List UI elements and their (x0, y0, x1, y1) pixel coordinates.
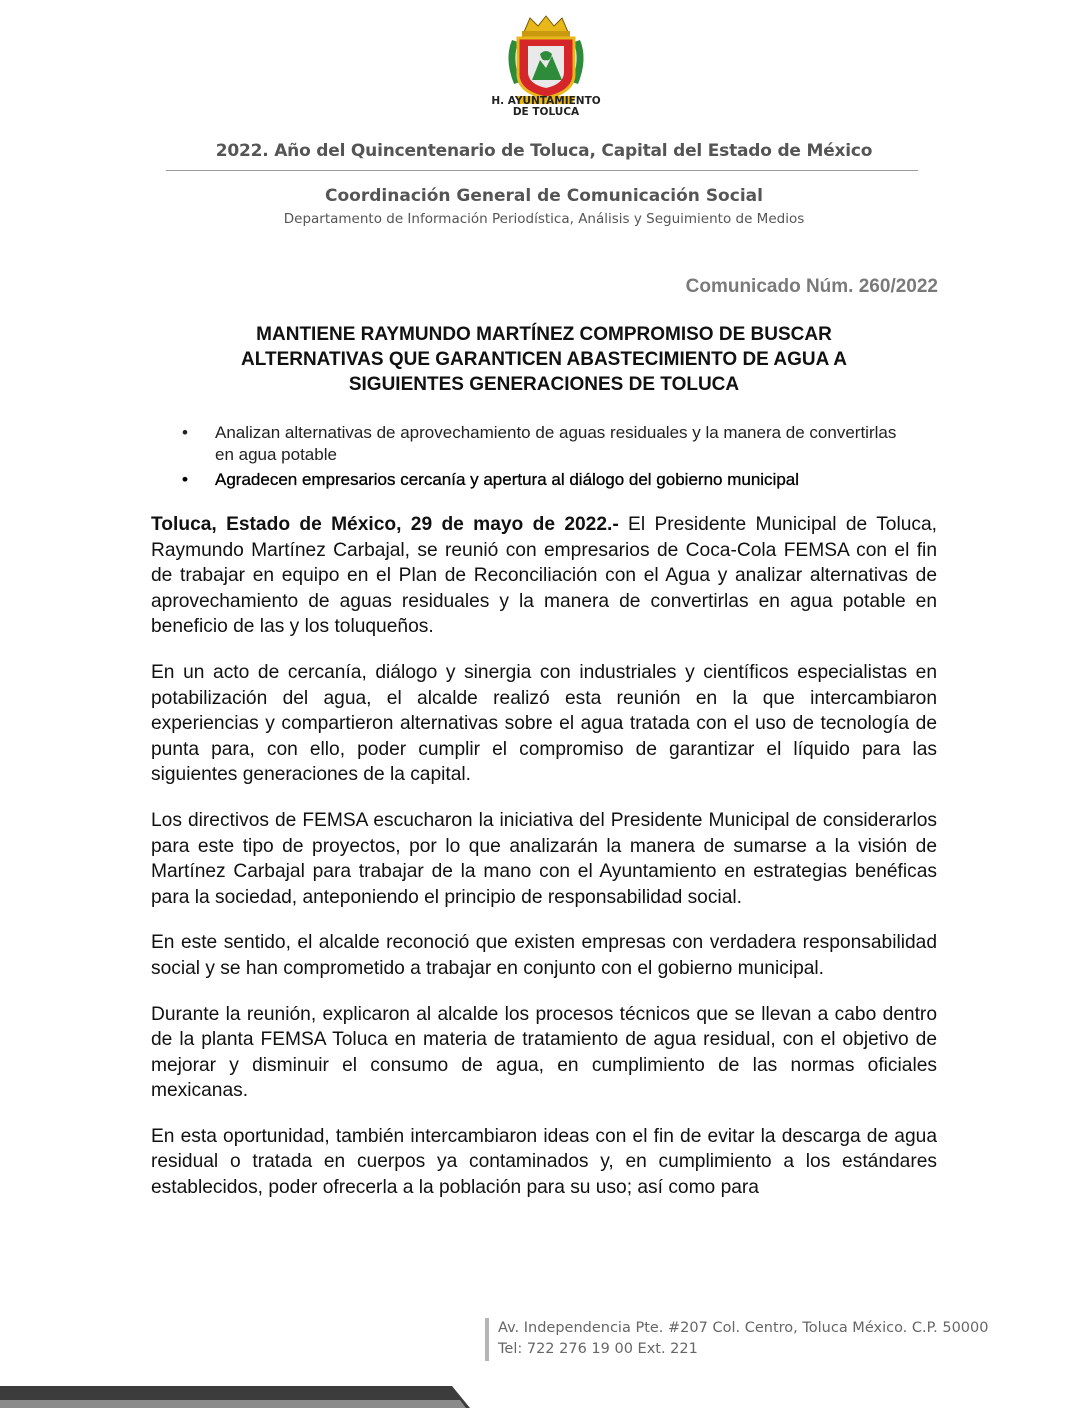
summary-bullet: • Analizan alternativas de aprovechamiento de aguas residuales y la manera de convertirlas en agua potable (178, 422, 918, 466)
summary-bullet: • Agradecen empresarios cercanía y apertura al diálogo del gobierno municipal (178, 469, 918, 491)
headline: MANTIENE RAYMUNDO MARTÍNEZ COMPROMISO DE BUSCAR ALTERNATIVAS QUE GARANTICEN ABASTECIMIENTO DE AGUA A SIGUIENTES GENERACIONES DE TOLUCA (241, 324, 847, 395)
summary-bullets (178, 422, 918, 491)
paragraph-1 (151, 512, 937, 640)
logo-caption-line2: DE TOLUCA (512, 106, 580, 118)
paragraph-3: Los directivos de FEMSA escucharon la iniciativa del Presidente Municipal de considerarlos para este tipo de proyectos, por lo que analizarán la manera de sumarse a la visión de Martínez Carbajal para trabajar de la mano con el Ayuntamiento en estrategias benéficas para la sociedad, anteponiendo el principio de responsabilidad social. (151, 809, 937, 908)
logo-caption (470, 96, 622, 118)
dateline: Toluca, Estado de México, 29 de mayo de 2022.- (151, 514, 619, 535)
paragraph-6: En esta oportunidad, también intercambiaron ideas con el fin de evitar la descarga de agua residual o tratada en cuerpos ya contaminados y, en cumplimiento a los estándares establecidos, poder ofrecerla a la población para su uso; así como para (151, 1125, 937, 1199)
release-number: Comunicado Núm. 260/2022 (685, 276, 938, 297)
paragraph-5: Durante la reunión, explicaron al alcalde los procesos técnicos que se llevan a cabo dentro de la planta FEMSA Toluca en materia de tratamiento de agua residual, con el objetivo de mejorar y disminuir el consumo de agua, en cumplimiento de las normas oficiales mexicanas. (151, 1003, 937, 1102)
coordination-subtitle: Departamento de Información Periodística, Análisis y Seguimiento de Medios (283, 211, 805, 227)
logo-caption-line1: H. AYUNTAMIENTO (491, 95, 601, 107)
footer-address: Av. Independencia Pte. #207 Col. Centro, Toluca México. C.P. 50000 (498, 1320, 989, 1336)
article-body (151, 512, 937, 1221)
coordination-title: Coordinación General de Comunicación Social (325, 186, 763, 206)
footer-phone: Tel: 722 276 19 00 Ext. 221 (498, 1341, 698, 1357)
paragraph-2: En un acto de cercanía, diálogo y sinergia con industriales y científicos especialistas en potabilización del agua, el alcalde realizó esta reunión en la que intercambiaron experiencias y compartieron alternativas sobre el agua tratada con el uso de tecnología de punta para, con ello, poder cumplir el compromiso de garantizar el líquido para las siguientes generaciones de la capital. (151, 661, 937, 786)
header-divider (166, 170, 918, 171)
paragraph-4: En este sentido, el alcalde reconoció que existen empresas con verdadera responsabilidad social y se han comprometido a trabajar en conjunto con el gobierno municipal. (151, 932, 937, 979)
footer-band (0, 1386, 470, 1408)
footer-accent-bar (485, 1318, 489, 1361)
paragraph-1-text: El Presidente Municipal de Toluca, Raymundo Martínez Carbajal, se reunió con empresarios de Coca-Cola FEMSA con el fin de trabajar en equipo en el Plan de Reconciliación con el Agua y analizar alternativas de aprovechamiento de aguas residuales y la manera de convertirlas en agua potable en beneficio de las y los toluqueños. (151, 514, 937, 638)
year-commemoration-line: 2022. Año del Quincentenario de Toluca, Capital del Estado de México (215, 141, 873, 161)
